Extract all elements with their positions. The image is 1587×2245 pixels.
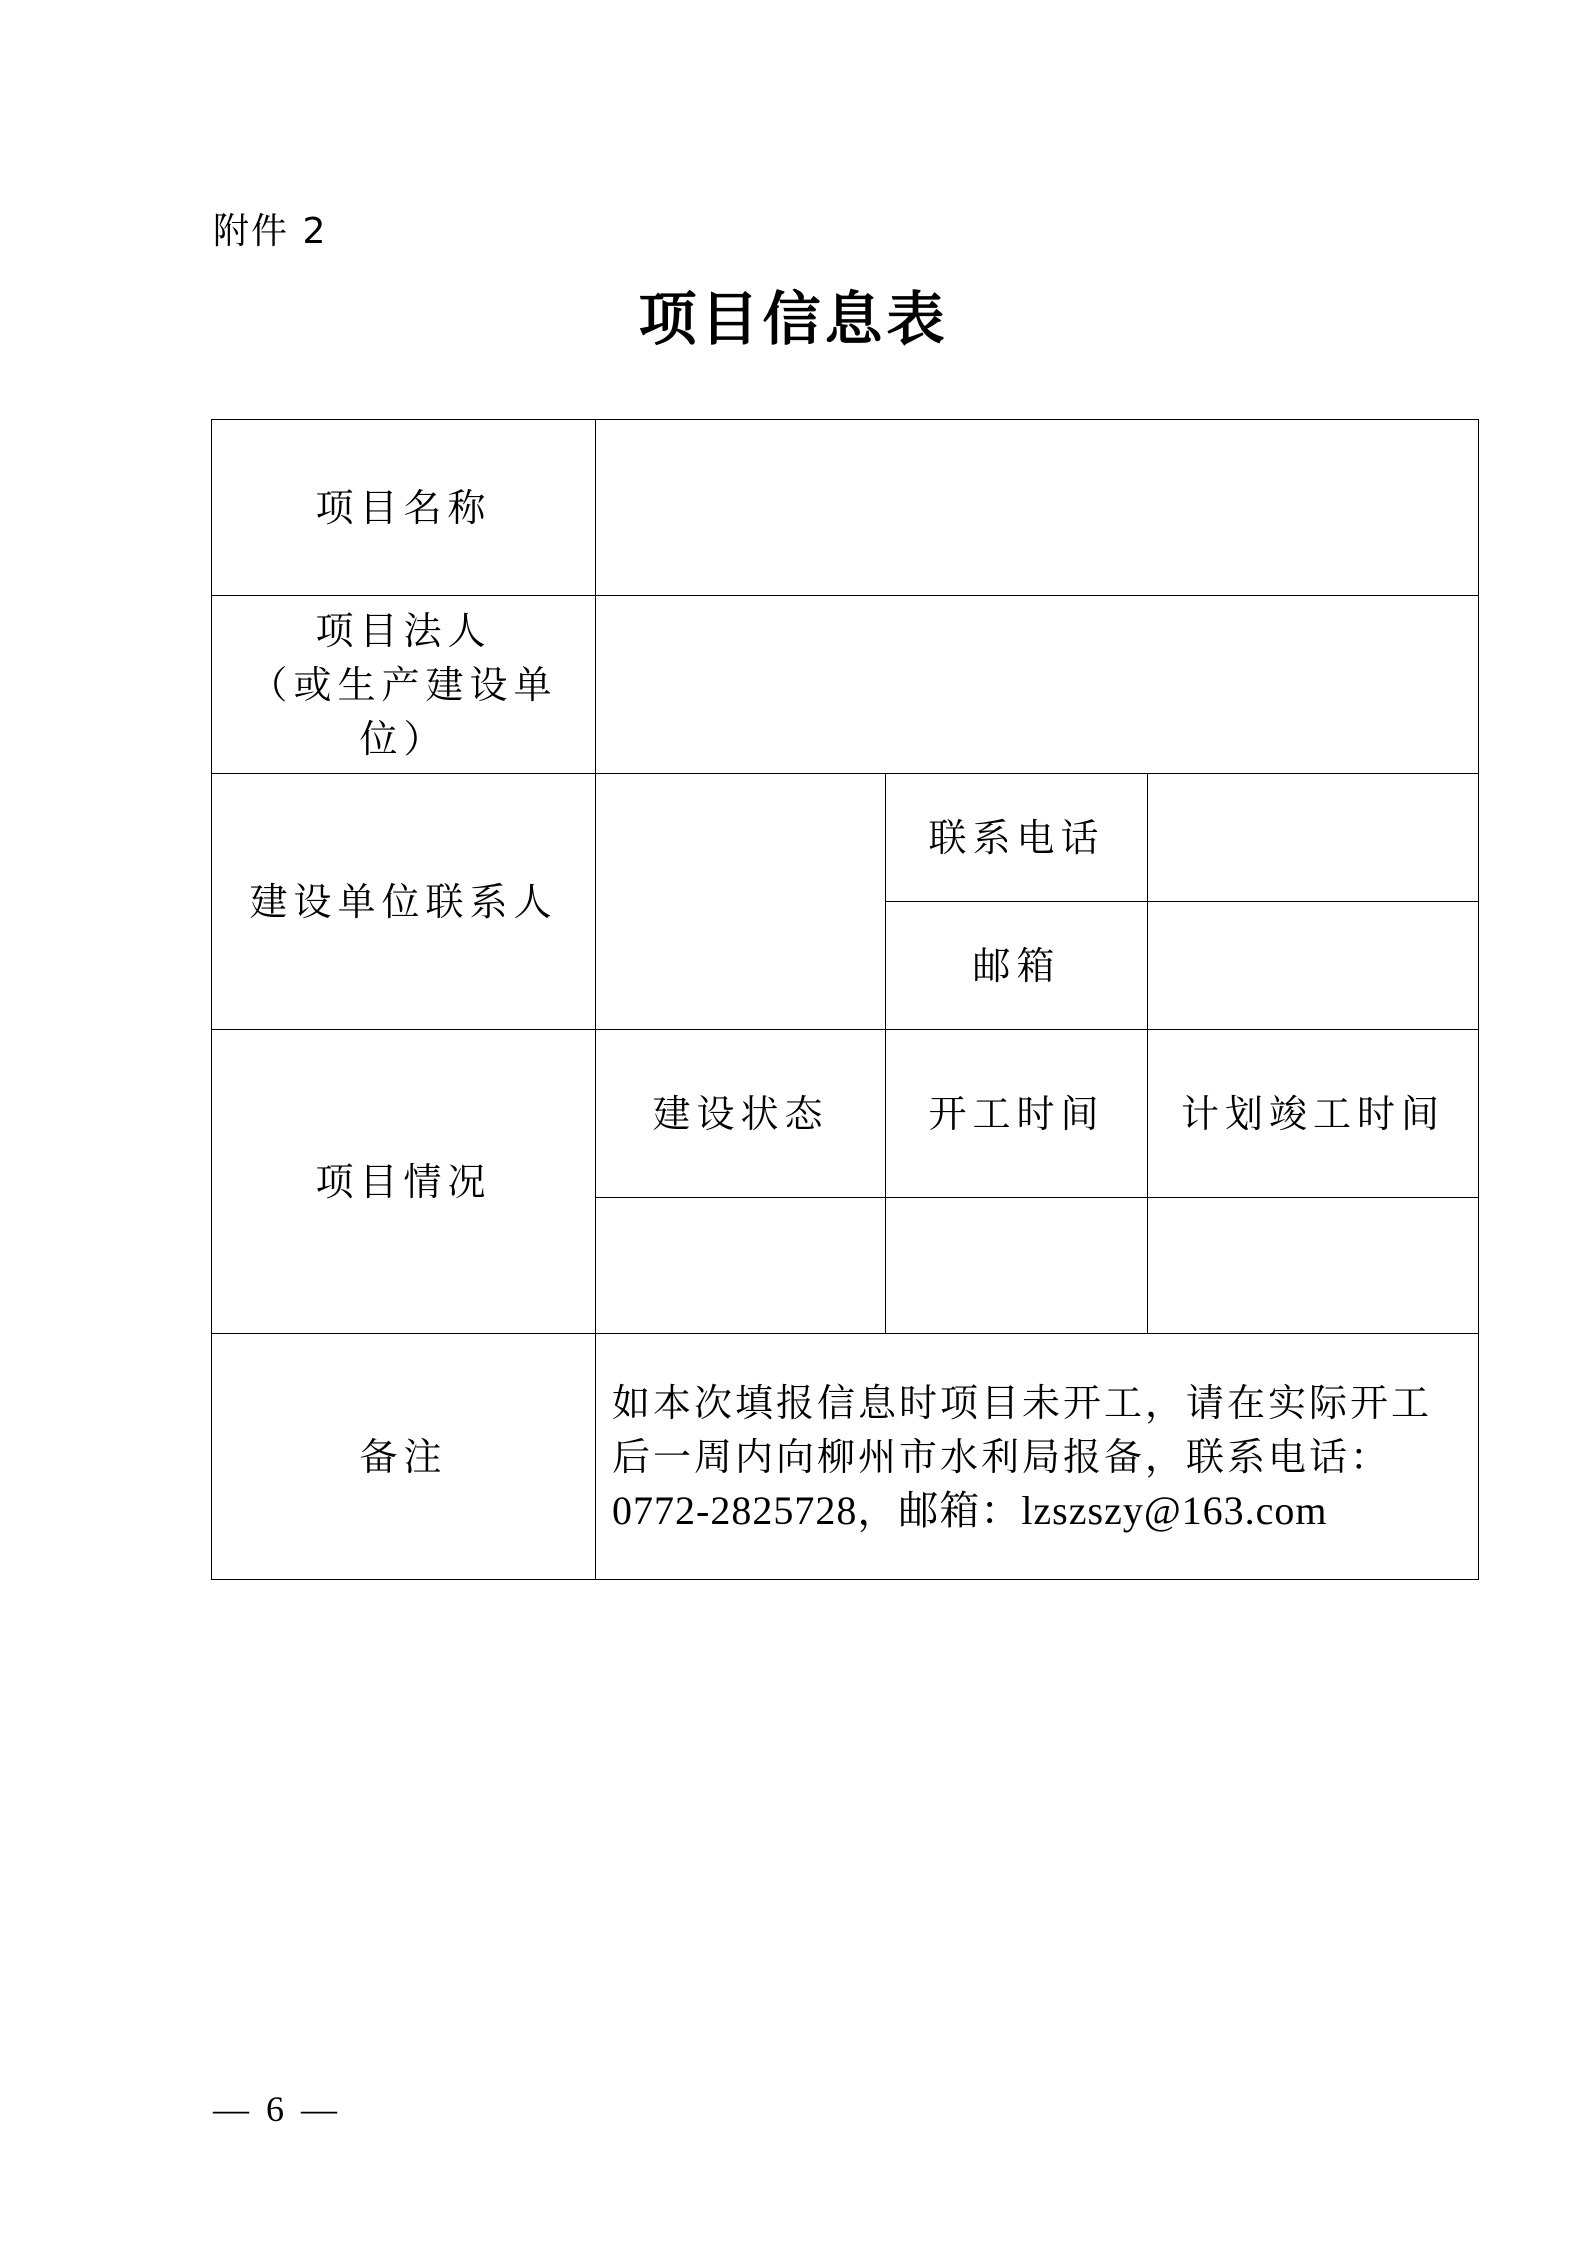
project-info-table <box>211 419 1479 1580</box>
email-value[interactable] <box>1148 902 1479 1030</box>
planned-completion-value[interactable] <box>1148 1198 1479 1334</box>
planned-completion-header: 计划竣工时间 <box>1148 1030 1479 1198</box>
remarks-line3: 0772-2825728，邮箱：lzszszy@163.com <box>612 1487 1328 1533</box>
project-status-label: 项目情况 <box>212 1030 596 1334</box>
construction-status-header: 建设状态 <box>596 1030 886 1198</box>
row-project-name <box>212 420 1479 596</box>
row-contact-phone <box>212 774 1479 902</box>
phone-value[interactable] <box>1148 774 1479 902</box>
project-legal-label-line3: 位） <box>359 716 448 761</box>
remarks-value <box>596 1334 1479 1580</box>
remarks-line2: 后一周内向柳州市水利局报备，联系电话： <box>612 1434 1392 1479</box>
project-legal-label-line1: 项目法人 <box>315 608 492 653</box>
email-label: 邮箱 <box>886 902 1148 1030</box>
row-project-status-headers <box>212 1030 1479 1198</box>
row-project-legal <box>212 596 1479 774</box>
project-legal-label-line2: （或生产建设单 <box>249 662 558 707</box>
remarks-label: 备注 <box>212 1334 596 1580</box>
remarks-line1: 如本次填报信息时项目未开工，请在实际开工 <box>612 1380 1433 1425</box>
row-remarks <box>212 1334 1479 1580</box>
start-time-header: 开工时间 <box>886 1030 1148 1198</box>
page-title: 项目信息表 <box>638 285 949 353</box>
page-number: — 6 — <box>213 2089 341 2129</box>
contact-person-label: 建设单位联系人 <box>212 774 596 1030</box>
project-name-value[interactable] <box>596 420 1479 596</box>
start-time-value[interactable] <box>886 1198 1148 1334</box>
project-legal-value[interactable] <box>596 596 1479 774</box>
contact-person-value[interactable] <box>596 774 886 1030</box>
project-legal-label <box>212 596 596 774</box>
attachment-label: 附件 2 <box>213 211 328 252</box>
project-name-label: 项目名称 <box>212 420 596 596</box>
phone-label: 联系电话 <box>886 774 1148 902</box>
construction-status-value[interactable] <box>596 1198 886 1334</box>
